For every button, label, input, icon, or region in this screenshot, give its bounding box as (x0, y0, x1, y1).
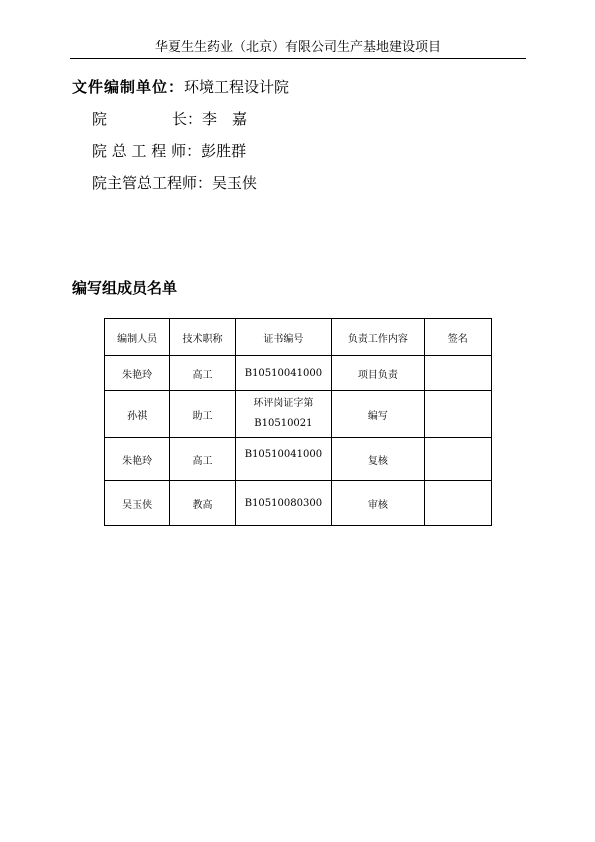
unit-label: 文件编制单位： (72, 78, 185, 96)
cert-line-1: 环评岗证字第 (253, 398, 314, 409)
cell-name: 朱艳玲 (105, 438, 170, 481)
cell-signature (424, 356, 491, 391)
column-header-name: 编制人员 (105, 319, 170, 356)
cell-title: 高工 (170, 438, 235, 481)
table-row (105, 356, 492, 391)
cell-cert (235, 391, 331, 438)
cell-title: 高工 (170, 356, 235, 391)
director-label-a: 院 (92, 110, 108, 128)
info-unit (72, 78, 289, 96)
cell-name: 吴玉侠 (105, 481, 170, 526)
column-header-duty: 负责工作内容 (332, 319, 424, 356)
column-header-cert: 证书编号 (235, 319, 331, 356)
cell-duty: 审核 (332, 481, 424, 526)
table-row (105, 438, 492, 481)
cell-name: 孙祺 (105, 391, 170, 438)
cell-cert (235, 438, 331, 481)
cell-signature (424, 391, 491, 438)
cell-duty: 项目负责 (332, 356, 424, 391)
column-header-signature: 签名 (424, 319, 491, 356)
cell-name: 朱艳玲 (105, 356, 170, 391)
director-label-b: 长： (172, 110, 203, 128)
table-row (105, 481, 492, 526)
cell-signature (424, 481, 491, 526)
info-director (92, 110, 247, 128)
staff-table (104, 318, 492, 526)
column-header-title: 技术职称 (170, 319, 235, 356)
info-chief-engineer (92, 142, 246, 160)
supervising-engineer-value: 吴玉侠 (212, 174, 258, 192)
table-header-row (105, 319, 492, 356)
staff-section-title: 编写组成员名单 (72, 279, 178, 297)
supervising-engineer-label: 院主管总工程师： (92, 174, 213, 192)
page-header: 华夏生生药业（北京）有限公司生产基地建设项目 (154, 40, 441, 55)
cert-line-2: B10510021 (254, 418, 313, 429)
cell-cert: B10510041000 (235, 356, 331, 391)
cell-duty: 编写 (332, 391, 424, 438)
cell-cert: B10510080300 (235, 481, 331, 526)
cell-duty: 复核 (332, 438, 424, 481)
cell-title: 教高 (170, 481, 235, 526)
director-value: 李 嘉 (202, 110, 248, 128)
chief-engineer-label: 院 总 工 程 师： (92, 142, 202, 160)
info-supervising-engineer (92, 174, 257, 192)
table-row (105, 391, 492, 438)
cert-value: B10510041000 (244, 448, 323, 460)
chief-engineer-value: 彭胜群 (201, 142, 247, 160)
header-divider (70, 58, 526, 59)
unit-value: 环境工程设计院 (184, 78, 290, 96)
cell-signature (424, 438, 491, 481)
cell-title: 助工 (170, 391, 235, 438)
